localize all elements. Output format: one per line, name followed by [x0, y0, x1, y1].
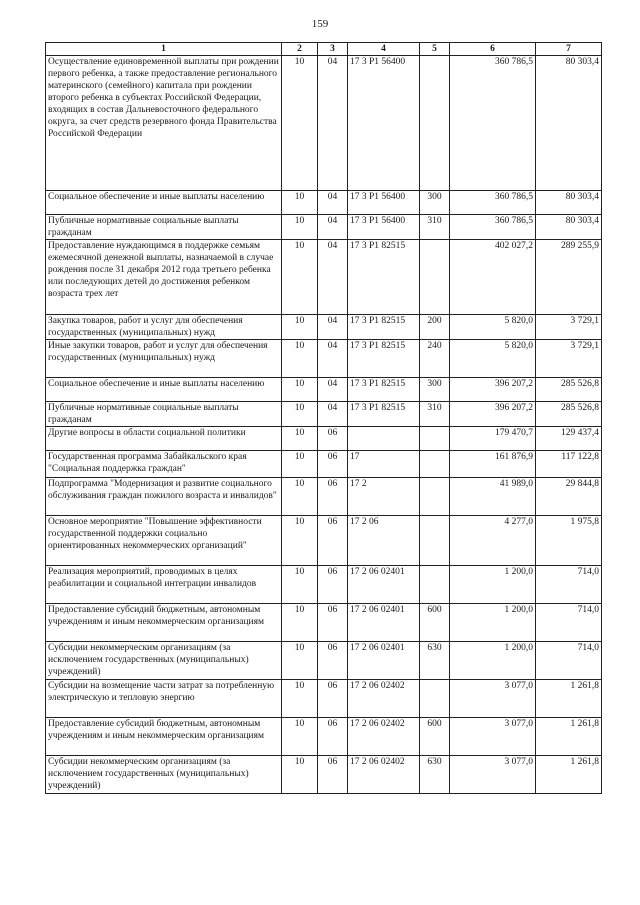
- expense-type-cell: 240: [420, 340, 450, 378]
- executed-amount-cell: 3 729,1: [536, 315, 602, 340]
- executed-amount-cell: 289 255,9: [536, 240, 602, 315]
- table-row: [46, 427, 602, 451]
- section-code-cell: 10: [282, 478, 318, 516]
- target-article-cell: 17 2 06 02402: [348, 756, 420, 794]
- subsection-code-cell: 06: [318, 478, 348, 516]
- target-article-cell: 17 3 Р1 82515: [348, 340, 420, 378]
- section-code-cell: 10: [282, 315, 318, 340]
- subsection-code-cell: 06: [318, 718, 348, 756]
- planned-amount-cell: 402 027,2: [450, 240, 536, 315]
- section-code-cell: 10: [282, 215, 318, 240]
- table-row: [46, 215, 602, 240]
- executed-amount-cell: 1 975,8: [536, 516, 602, 566]
- target-article-cell: 17 3 Р1 56400: [348, 56, 420, 191]
- table-row: [46, 478, 602, 516]
- section-code-cell: 10: [282, 642, 318, 680]
- expense-type-cell: 310: [420, 215, 450, 240]
- section-code-cell: 10: [282, 191, 318, 215]
- planned-amount-cell: 4 277,0: [450, 516, 536, 566]
- header-cell: 4: [348, 43, 420, 56]
- row-name-cell: Социальное обеспечение и иные выплаты населению: [46, 191, 282, 215]
- table-row: [46, 756, 602, 794]
- section-code-cell: 10: [282, 680, 318, 718]
- expense-type-cell: [420, 680, 450, 718]
- row-name-cell: Социальное обеспечение и иные выплаты населению: [46, 378, 282, 402]
- subsection-code-cell: 06: [318, 427, 348, 451]
- planned-amount-cell: 161 876,9: [450, 451, 536, 478]
- row-name-cell: Публичные нормативные социальные выплаты гражданам: [46, 215, 282, 240]
- row-name-cell: Иные закупки товаров, работ и услуг для обеспечения государственных (муниципальных) нужд: [46, 340, 282, 378]
- row-name-cell: Осуществление единовременной выплаты при рождении первого ребенка, а также предоставление регионального материнского (семейного) капитала при рождении второго ребенка в субъектах Российской Федерации, входящих в состав Дальневосточного федерального округа, за счет средств резервного фонда Правительства Российской Федерации: [46, 56, 282, 191]
- executed-amount-cell: 80 303,4: [536, 56, 602, 191]
- table-row: [46, 378, 602, 402]
- target-article-cell: 17 3 Р1 56400: [348, 191, 420, 215]
- executed-amount-cell: 80 303,4: [536, 215, 602, 240]
- subsection-code-cell: 04: [318, 56, 348, 191]
- planned-amount-cell: 360 786,5: [450, 191, 536, 215]
- section-code-cell: 10: [282, 451, 318, 478]
- planned-amount-cell: 3 077,0: [450, 718, 536, 756]
- section-code-cell: 10: [282, 56, 318, 191]
- row-name-cell: Подпрограмма "Модернизация и развитие социального обслуживания граждан пожилого возраста и инвалидов": [46, 478, 282, 516]
- expense-type-cell: [420, 56, 450, 191]
- subsection-code-cell: 04: [318, 315, 348, 340]
- target-article-cell: 17 2 06: [348, 516, 420, 566]
- target-article-cell: [348, 427, 420, 451]
- row-name-cell: Реализация мероприятий, проводимых в целях реабилитации и социальной интеграции инвалидов: [46, 566, 282, 604]
- table-row: [46, 451, 602, 478]
- expense-type-cell: 300: [420, 378, 450, 402]
- expense-type-cell: 630: [420, 756, 450, 794]
- subsection-code-cell: 06: [318, 451, 348, 478]
- row-name-cell: Субсидии некоммерческим организациям (за исключением государственных (муниципальных) учреждений): [46, 756, 282, 794]
- executed-amount-cell: 285 526,8: [536, 378, 602, 402]
- planned-amount-cell: 5 820,0: [450, 340, 536, 378]
- subsection-code-cell: 04: [318, 191, 348, 215]
- row-name-cell: Субсидии на возмещение части затрат за потребленную электрическую и тепловую энергию: [46, 680, 282, 718]
- page-number: 159: [311, 18, 329, 30]
- planned-amount-cell: 1 200,0: [450, 642, 536, 680]
- target-article-cell: 17 3 Р1 82515: [348, 402, 420, 427]
- planned-amount-cell: 396 207,2: [450, 402, 536, 427]
- expense-type-cell: 310: [420, 402, 450, 427]
- executed-amount-cell: 80 303,4: [536, 191, 602, 215]
- section-code-cell: 10: [282, 516, 318, 566]
- row-name-cell: Другие вопросы в области социальной политики: [46, 427, 282, 451]
- header-cell: 1: [46, 43, 282, 56]
- expense-type-cell: [420, 240, 450, 315]
- expense-type-cell: [420, 566, 450, 604]
- executed-amount-cell: 714,0: [536, 604, 602, 642]
- subsection-code-cell: 04: [318, 240, 348, 315]
- target-article-cell: 17 3 Р1 82515: [348, 315, 420, 340]
- section-code-cell: 10: [282, 240, 318, 315]
- target-article-cell: 17 2 06 02402: [348, 680, 420, 718]
- subsection-code-cell: 04: [318, 215, 348, 240]
- subsection-code-cell: 06: [318, 642, 348, 680]
- section-code-cell: 10: [282, 378, 318, 402]
- row-name-cell: Основное мероприятие "Повышение эффективности государственной поддержки социально ориентированных некоммерческих организаций": [46, 516, 282, 566]
- header-row: [46, 43, 602, 56]
- table-row: [46, 718, 602, 756]
- expense-type-cell: 600: [420, 604, 450, 642]
- planned-amount-cell: 3 077,0: [450, 680, 536, 718]
- section-code-cell: 10: [282, 427, 318, 451]
- subsection-code-cell: 04: [318, 340, 348, 378]
- expense-type-cell: [420, 516, 450, 566]
- executed-amount-cell: 129 437,4: [536, 427, 602, 451]
- expense-type-cell: 630: [420, 642, 450, 680]
- planned-amount-cell: 179 470,7: [450, 427, 536, 451]
- row-name-cell: Государственная программа Забайкальского края "Социальная поддержка граждан": [46, 451, 282, 478]
- table-row: [46, 402, 602, 427]
- target-article-cell: 17: [348, 451, 420, 478]
- executed-amount-cell: 1 261,8: [536, 718, 602, 756]
- target-article-cell: 17 2 06 02401: [348, 604, 420, 642]
- planned-amount-cell: 5 820,0: [450, 315, 536, 340]
- table-row: [46, 516, 602, 566]
- table-row: [46, 240, 602, 315]
- subsection-code-cell: 04: [318, 378, 348, 402]
- table-row: [46, 56, 602, 191]
- executed-amount-cell: 285 526,8: [536, 402, 602, 427]
- expense-type-cell: [420, 478, 450, 516]
- row-name-cell: Публичные нормативные социальные выплаты гражданам: [46, 402, 282, 427]
- row-name-cell: Предоставление субсидий бюджетным, автономным учреждениям и иным некоммерческим организациям: [46, 718, 282, 756]
- table-row: [46, 604, 602, 642]
- executed-amount-cell: 714,0: [536, 642, 602, 680]
- target-article-cell: 17 3 Р1 82515: [348, 378, 420, 402]
- table-row: [46, 191, 602, 215]
- executed-amount-cell: 117 122,8: [536, 451, 602, 478]
- table-row: [46, 315, 602, 340]
- header-cell: 7: [536, 43, 602, 56]
- section-code-cell: 10: [282, 566, 318, 604]
- section-code-cell: 10: [282, 718, 318, 756]
- expense-type-cell: [420, 451, 450, 478]
- executed-amount-cell: 714,0: [536, 566, 602, 604]
- row-name-cell: Предоставление нуждающимся в поддержке семьям ежемесячной денежной выплаты, назначаемой в случае рождения после 31 декабря 2012 года третьего ребенка или последующих детей до достижения ребенком возраста трех лет: [46, 240, 282, 315]
- subsection-code-cell: 06: [318, 604, 348, 642]
- header-cell: 3: [318, 43, 348, 56]
- header-cell: 5: [420, 43, 450, 56]
- expense-type-cell: 300: [420, 191, 450, 215]
- row-name-cell: Закупка товаров, работ и услуг для обеспечения государственных (муниципальных) нужд: [46, 315, 282, 340]
- expense-type-cell: 600: [420, 718, 450, 756]
- header-cell: 2: [282, 43, 318, 56]
- subsection-code-cell: 06: [318, 756, 348, 794]
- planned-amount-cell: 1 200,0: [450, 566, 536, 604]
- expense-type-cell: 200: [420, 315, 450, 340]
- executed-amount-cell: 3 729,1: [536, 340, 602, 378]
- table-row: [46, 680, 602, 718]
- budget-table: [45, 42, 602, 794]
- subsection-code-cell: 06: [318, 516, 348, 566]
- planned-amount-cell: 1 200,0: [450, 604, 536, 642]
- section-code-cell: 10: [282, 340, 318, 378]
- subsection-code-cell: 06: [318, 566, 348, 604]
- table-row: [46, 642, 602, 680]
- planned-amount-cell: 360 786,5: [450, 215, 536, 240]
- executed-amount-cell: 1 261,8: [536, 756, 602, 794]
- row-name-cell: Субсидии некоммерческим организациям (за исключением государственных (муниципальных) учреждений): [46, 642, 282, 680]
- table-row: [46, 566, 602, 604]
- executed-amount-cell: 29 844,8: [536, 478, 602, 516]
- target-article-cell: 17 2: [348, 478, 420, 516]
- row-name-cell: Предоставление субсидий бюджетным, автономным учреждениям и иным некоммерческим организациям: [46, 604, 282, 642]
- expense-type-cell: [420, 427, 450, 451]
- target-article-cell: 17 2 06 02401: [348, 642, 420, 680]
- section-code-cell: 10: [282, 756, 318, 794]
- planned-amount-cell: 360 786,5: [450, 56, 536, 191]
- section-code-cell: 10: [282, 604, 318, 642]
- table-row: [46, 340, 602, 378]
- target-article-cell: 17 2 06 02402: [348, 718, 420, 756]
- subsection-code-cell: 06: [318, 680, 348, 718]
- target-article-cell: 17 2 06 02401: [348, 566, 420, 604]
- executed-amount-cell: 1 261,8: [536, 680, 602, 718]
- subsection-code-cell: 04: [318, 402, 348, 427]
- target-article-cell: 17 3 Р1 56400: [348, 215, 420, 240]
- planned-amount-cell: 3 077,0: [450, 756, 536, 794]
- planned-amount-cell: 396 207,2: [450, 378, 536, 402]
- header-cell: 6: [450, 43, 536, 56]
- planned-amount-cell: 41 989,0: [450, 478, 536, 516]
- target-article-cell: 17 3 Р1 82515: [348, 240, 420, 315]
- section-code-cell: 10: [282, 402, 318, 427]
